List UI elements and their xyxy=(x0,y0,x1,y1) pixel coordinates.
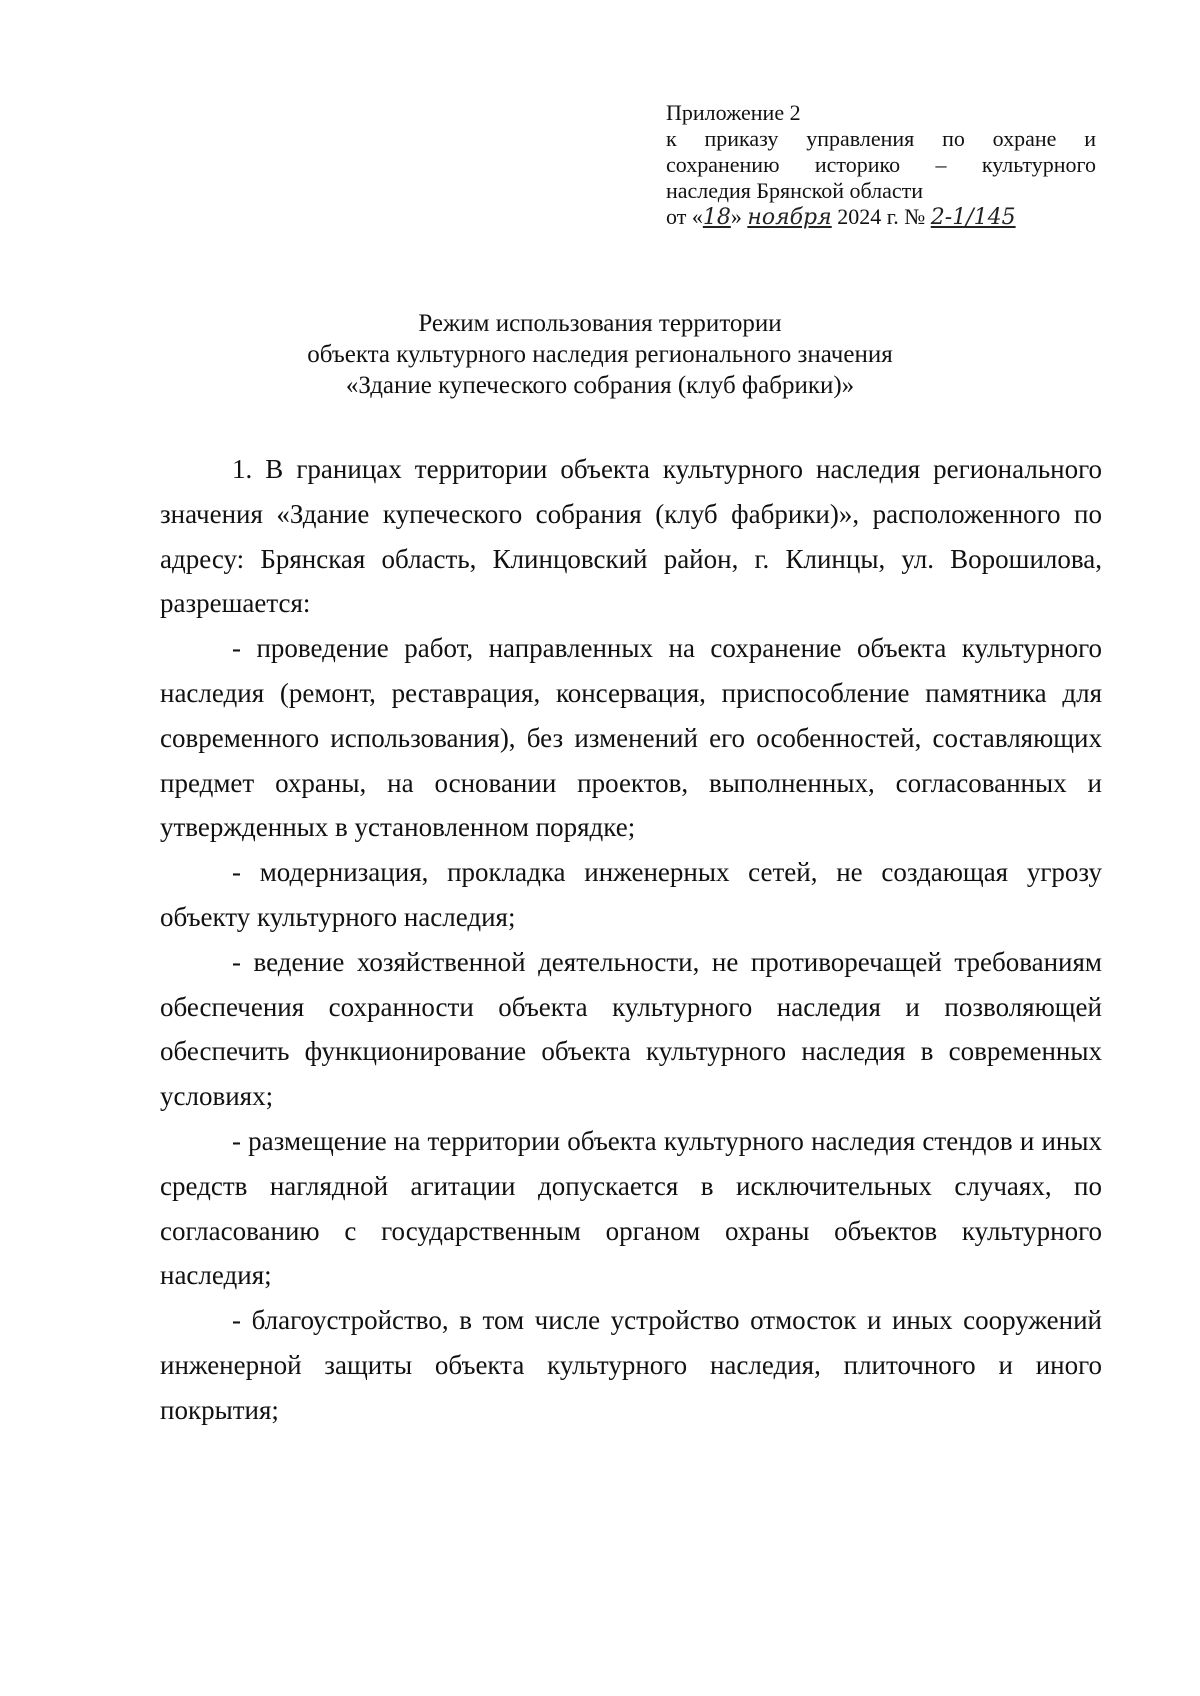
paragraph-2: - проведение работ, направленных на сохранение объекта культурного наследия (ремонт, реставрация, консервация, приспособление памятника для современного использования), без изменений его особенностей, составляющих предмет охраны, на основании проектов, выполненных, согласованных и утвержденных в установленном порядке; xyxy=(160,633,1102,843)
appendix-line-1: к приказу управления по охране и xyxy=(666,126,1096,151)
document-title xyxy=(160,308,1040,401)
paragraph-3: - модернизация, прокладка инженерных сетей, не создающая угрозу объекту культурного наследия; xyxy=(160,857,1102,932)
date-year: 2024 г. № xyxy=(837,204,926,229)
order-number-handwritten: 2-1/145 xyxy=(930,205,1016,230)
title-line-1: Режим использования территории xyxy=(418,310,782,337)
title-line-3: «Здание купеческого собрания (клуб фабрики)» xyxy=(345,372,855,399)
date-day-handwritten: 18 xyxy=(702,205,731,230)
document-body xyxy=(160,447,1102,1433)
paragraph-6: - благоустройство, в том числе устройство отмосток и иных сооружений инженерной защиты объекта культурного наследия, плиточного и иного покрытия; xyxy=(160,1305,1102,1425)
paragraph-1: 1. В границах территории объекта культурного наследия регионального значения «Здание купеческого собрания (клуб фабрики)», расположенного по адресу: Брянская область, Клинцовский район, г. Клинцы, ул. Ворошилова, разрешается: xyxy=(160,454,1102,619)
appendix-line-3: наследия Брянской области xyxy=(666,178,924,203)
title-line-2: объекта культурного наследия регионального значения xyxy=(307,341,893,368)
paragraph-5: - размещение на территории объекта культурного наследия стендов и иных средств наглядной агитации допускается в исключительных случаях, по согласованию с государственным органом охраны объектов культурного наследия; xyxy=(160,1125,1102,1291)
date-mid: » xyxy=(730,204,742,229)
appendix-title: Приложение 2 xyxy=(666,100,801,125)
appendix-line-2: сохранению историко – культурного xyxy=(666,152,1096,177)
date-prefix: от « xyxy=(666,204,703,229)
date-month-handwritten: ноября xyxy=(747,205,832,230)
appendix-date-line xyxy=(666,204,1096,231)
paragraph-4: - ведение хозяйственной деятельности, не противоречащей требованиям обеспечения сохранности объекта культурного наследия и позволяющей обеспечить функционирование объекта культурного наследия в современных условиях; xyxy=(160,946,1102,1112)
appendix-header xyxy=(666,100,1096,231)
